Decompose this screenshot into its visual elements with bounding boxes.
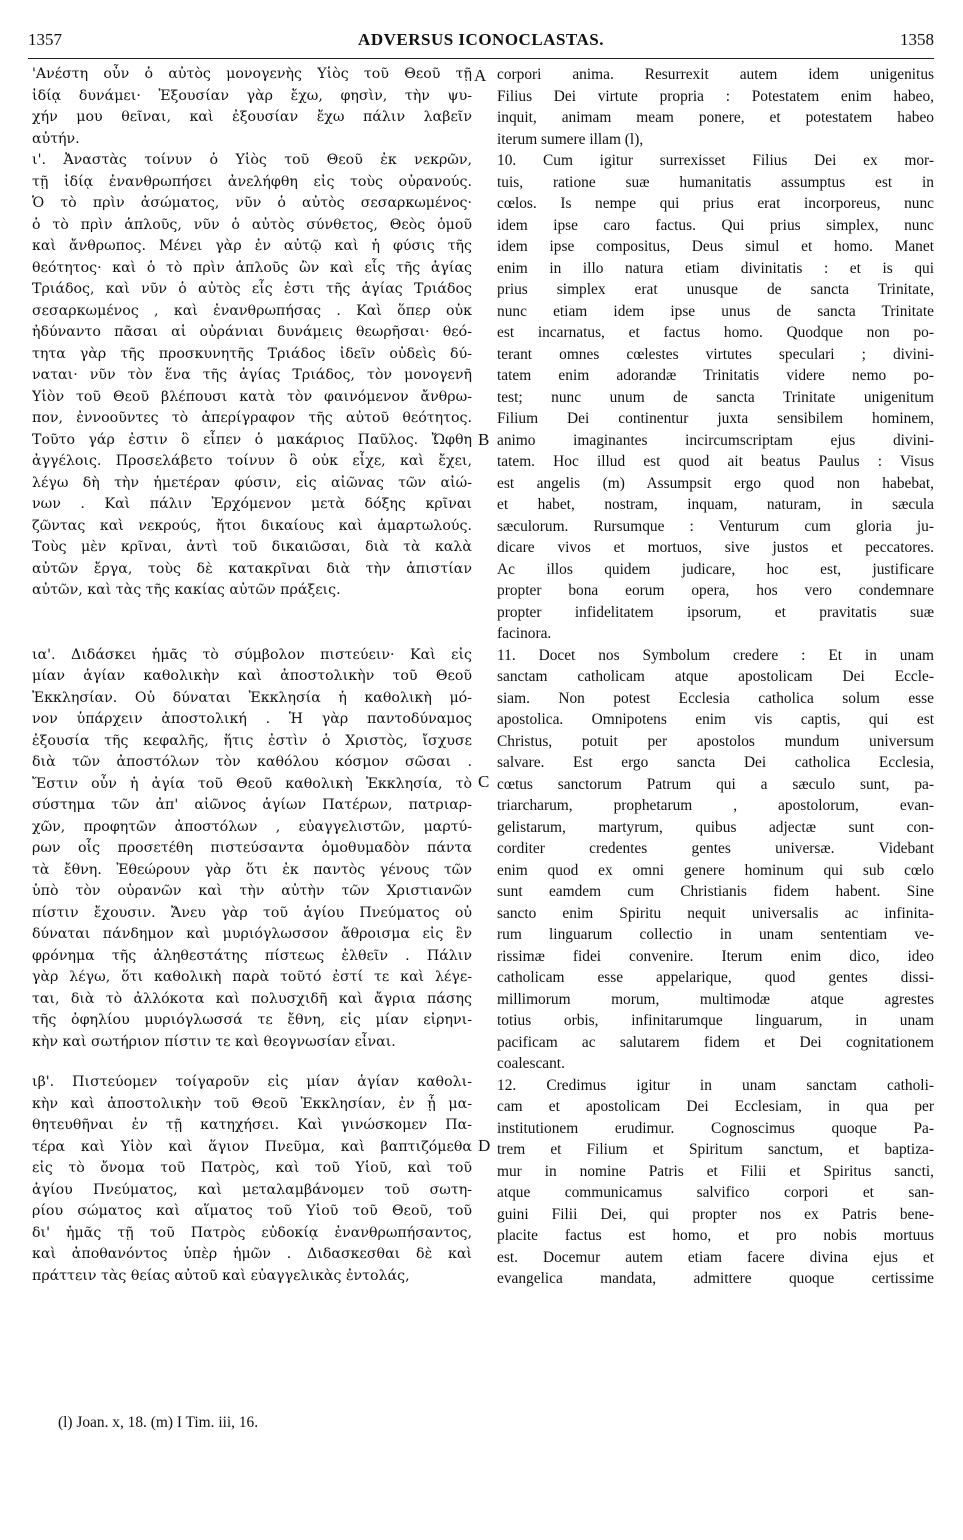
greek-text-line: μίαν ἁγίαν καθολικὴν καὶ ἀποστολικὴν τοῦ Θεοῦ — [32, 668, 472, 684]
latin-text-line: cam et apostolicam Dei Ecclesiam, in qua per — [497, 1098, 934, 1115]
latin-text-line: evangelica mandata, admittere quoque certissime — [497, 1270, 934, 1287]
greek-text-line: τὰ ἔθνη. Ἐθεώρουν γὰρ ὅτι ἐκ παντὸς γένους τῶν — [32, 861, 472, 878]
latin-text-line: corpori anima. Resurrexit autem idem unigenitus — [497, 66, 934, 83]
latin-text-line: corditer credentes gentes universæ. Videbant — [497, 840, 934, 857]
greek-text-line: εἰς τὸ ὄνομα τοῦ Πατρὸς, καὶ τοῦ Υἱοῦ, καὶ τοῦ — [32, 1160, 472, 1176]
latin-text-line: tatem. Hoc illud est quod ait beatus Paulus : Visus — [497, 453, 934, 470]
latin-text-line: coalescant. — [497, 1055, 565, 1072]
greek-text-line: διὰ τῶν ἀποστόλων τὸν καθόλου κόσμον σῶσαι . — [32, 754, 472, 770]
greek-text-line: ἐξουσία τῆς κεφαλῆς, ἥτις ἐστὶν ὁ Χριστὸς, ἴσχυσε — [32, 732, 472, 749]
latin-text-line: propter infidelitatem ipsorum, et pravitatis suæ — [497, 603, 934, 621]
latin-text-line: sunt eamdem cum Christianis fidem habent. Sine — [497, 883, 934, 900]
latin-text-line: et habet, nostram, inquam, naturam, in sæcula — [497, 496, 934, 513]
latin-text-line: siam. Non potest Ecclesia catholica solum esse — [497, 689, 934, 707]
latin-text-line: millimorum morum, multimodæ atque agrestes — [497, 990, 934, 1008]
latin-text-line: sæculorum. Rursumque : Venturum cum gloria ju- — [497, 517, 934, 535]
latin-text-line: 11. Docet nos Symbolum credere : Et in unam — [497, 646, 934, 664]
latin-text-line: trem et Filium et Spiritum sanctum, et baptiza- — [497, 1141, 934, 1158]
greek-text-line: ι'. Ἀναστὰς τοίνυν ὁ Υἱὸς τοῦ Θεοῦ ἐκ νεκρῶν, — [32, 152, 472, 168]
latin-text-line: pacificam ac salutarem fidem et Dei cognitationem — [497, 1033, 934, 1051]
greek-column — [32, 64, 472, 1287]
greek-text-line: αὐτῶν ἔργα, τοὺς δὲ κατακρῖναι διὰ τὴν ἀπιστίαν — [32, 560, 472, 577]
greek-text-line: 'Ανέστη οὖν ὁ αὐτὸς μονογενὴς Υἱὸς τοῦ Θεοῦ τῇ — [32, 66, 472, 82]
greek-text-line: γὰρ λέγω, ὅτι καθολικὴ παρὰ τοῦτό ἐστί τε καὶ λέγε- — [32, 969, 472, 985]
greek-text-line: αὐτήν. — [32, 130, 80, 147]
header-rule — [28, 58, 934, 59]
latin-text-line: idem ipse caro factus. Qui prius simplex, nunc — [497, 216, 934, 234]
latin-text-line: mur in nomine Patris et Filii et Spiritus sancti, — [497, 1162, 934, 1180]
latin-text-line: prius simplex erat unusque de sancta Trinitate, — [497, 281, 934, 298]
latin-text-line: est angelis (m) Assumpsit ergo quod non habebat, — [497, 474, 934, 492]
greek-text-line: θητευθῆναι ἐν τῇ κατηχήσει. Καὶ γινώσκομεν Πα- — [32, 1117, 472, 1133]
margin-letter-b: B — [478, 430, 490, 449]
latin-text-line: atque communicamus salvifico corpori et san- — [497, 1184, 934, 1201]
latin-text-line: guini Filii Dei, qui propter nos ex Patris bene- — [497, 1205, 934, 1223]
latin-text-line: Filium Dei continentur juxta sensibilem hominem, — [497, 410, 934, 427]
latin-text-line: idem ipse compositus, Deus simul et homo. Manet — [497, 238, 934, 255]
greek-text-line: πράττειν τὰς θείας αὐτοῦ καὶ εὐαγγελικὰς ἐντολάς, — [32, 1267, 410, 1284]
greek-text-line: ια'. Διδάσκει ἡμᾶς τὸ σύμβολον πιστεύειν· Καὶ εἰς — [32, 646, 472, 663]
greek-text-line: Τοῦτο γάρ ἐστιν ὃ εἶπεν ὁ μακάριος Παῦλος. Ὤφθη — [32, 431, 472, 448]
latin-text-line: sanctam catholicam atque apostolicam Dei Eccle- — [497, 668, 934, 685]
right-column-number: 1358 — [900, 30, 934, 49]
greek-text-line: ἁγίου Πνεύματος, καὶ μεταλαμβάνομεν τοῦ σωτη- — [32, 1181, 472, 1198]
greek-text-line: χήν μου θεῖναι, καὶ ἐξουσίαν ἔχω πάλιν λαβεῖν — [32, 109, 472, 125]
latin-text-line: dicare vivos et mortuos, sive justos et peccatores. — [497, 539, 934, 556]
greek-text-line: ἠδύναντο πᾶσαι αἱ οὐράνιαι δυνάμεις θεωρῆσαι· θεό- — [32, 324, 472, 340]
latin-text-line: enim quod ex omni genere hominum qui sub cœlo — [497, 861, 934, 879]
greek-text-line: ζῶντας καὶ νεκρούς, ἤτοι δικαίους καὶ ἁμαρτωλούς. — [32, 517, 472, 534]
latin-text-line: enim in illo natura etiam divinitatis : et is qui — [497, 259, 934, 277]
greek-text-line: δι' ἡμᾶς τῇ τοῦ Πατρὸς εὐδοκίᾳ ἐνανθρωπήσαντος, — [32, 1224, 472, 1241]
greek-text-line: νον ὑπάρχειν ἀποστολική . Ἡ γὰρ παντοδύναμος — [32, 711, 472, 727]
greek-text-line: Τριάδος, καὶ νῦν ὁ αὐτὸς εἷς ἐστι τῆς ἁγίας Τριάδος — [32, 281, 472, 297]
greek-text-line: Υἱὸν τοῦ Θεοῦ βλέπουσι κατὰ τὸν φαινόμενον ἄνθρω- — [32, 388, 472, 405]
latin-text-line: rissimæ fidei convenire. Iterum enim dico, ideo — [497, 947, 934, 965]
latin-text-line: animo imaginantes incircumscriptam ejus divini- — [497, 431, 934, 449]
latin-text-line: Ac illos quidem judicare, hoc est, justificare — [497, 560, 934, 578]
greek-text-line: αὐτῶν, καὶ τὰς τῆς κακίας αὐτῶν πράξεις. — [32, 582, 341, 598]
latin-text-line: totius orbis, infinitarumque linguarum, in unam — [497, 1012, 934, 1029]
running-title: ADVERSUS ICONOCLASTAS. — [358, 30, 604, 49]
latin-text-line: test; nunc unum de sancta Trinitate unigenitum — [497, 388, 934, 406]
latin-column — [497, 64, 934, 1290]
greek-text-line: νων . Καὶ πάλιν Ἐρχόμενον μετὰ δόξης κρῖναι — [32, 496, 472, 512]
latin-text-line: sancto enim Spiritu nequit universalis ac infinita- — [497, 904, 934, 922]
greek-text-line: λέγω δὴ τὴν ἡμετέραν φύσιν, εἰς αἰῶνας τῶν αἰώ- — [32, 474, 472, 491]
latin-text-line: tatem enim adorandæ Trinitatis videre nemo po- — [497, 367, 934, 384]
margin-letter-a: A — [474, 66, 487, 85]
greek-text-line: καὶ ἀποθανόντος ὑπὲρ ἡμῶν . Διδασκεσθαι δὲ καὶ — [32, 1246, 472, 1262]
latin-text-line: facinora. — [497, 625, 552, 642]
latin-text-line: 10. Cum igitur surrexisset Filius Dei ex mor- — [497, 152, 934, 169]
greek-text-line: κὴν καὶ ἀποστολικὴν τοῦ Θεοῦ Ἐκκλησίαν, ἐν ᾗ μα- — [32, 1095, 472, 1112]
latin-text-line: nunc etiam idem ipse unus de sancta Trinitate — [497, 302, 934, 320]
greek-text-line: ὁ τὸ πρὶν ἁπλοῦς, νῦν ὁ αὐτὸς σύνθετος, Θεὸς ὁμοῦ — [32, 216, 472, 233]
latin-text-line: inquit, animam meam ponere, et potestatem habeo — [497, 109, 934, 126]
greek-text-line: τῇ ἰδίᾳ ἐνανθρωπήσει ἀνελήφθη εἰς τοὺς οὐρανούς. — [32, 173, 472, 190]
greek-text-line: Ὁ τὸ πρὶν ἀσώματος, νῦν ὁ αὐτὸς σεσαρκωμένος· — [32, 195, 472, 211]
latin-text-line: 12. Credimus igitur in unam sanctam catholi- — [497, 1076, 934, 1094]
latin-text-line: tuis, ratione suæ humanitatis assumptus est in — [497, 173, 934, 191]
latin-text-line: gelistarum, martyrum, quibus adjectæ sunt con- — [497, 818, 934, 836]
greek-text-line: Ἔστιν οὖν ἡ ἁγία τοῦ Θεοῦ καθολικὴ Ἐκκλησία, τὸ — [32, 775, 472, 792]
greek-text-line: Τοὺς μὲν κρῖναι, ἀντὶ τοῦ δικαιῶσαι, διὰ τὰ καλὰ — [32, 539, 472, 555]
greek-text-line: ὑπὸ τὸν οὐρανῶν καὶ τὴν αὐτὴν τῶν Χριστιανῶν — [32, 883, 472, 899]
latin-text-line: rum linguarum collectio in unam sententiam ve- — [497, 926, 934, 943]
greek-text-line: ἀγγέλοις. Προσελάβετο τοίνυν ὃ οὐκ εἶχε, καὶ ἔχει, — [32, 453, 472, 469]
greek-text-line: ρίου σώματος καὶ αἵματος τοῦ Υἱοῦ τοῦ Θεοῦ, τοῦ — [32, 1203, 472, 1219]
latin-text-line: apostolica. Omnipotens enim vis captis, qui est — [497, 711, 934, 728]
greek-text-line: ται, διὰ τὸ ἀλλόκοτα καὶ πολυσχιδῆ καὶ ἄγρια πάσης — [32, 990, 472, 1007]
paragraph-gap — [32, 1053, 472, 1072]
greek-text-line: πον, ἐννοοῦντες τὸ ἀπερίγραφον τῆς αὐτοῦ θεότητος. — [32, 410, 472, 426]
paragraph-gap — [32, 602, 472, 645]
greek-text-line: ιβ'. Πιστεύομεν τοίγαροῦν εἰς μίαν ἁγίαν καθολι- — [32, 1074, 472, 1090]
latin-text-line: triarcharum, prophetarum , apostolorum, evan- — [497, 797, 934, 814]
footnote: (l) Joan. x, 18. (m) I Tim. iii, 16. — [58, 1414, 259, 1431]
greek-text-line: καὶ ἄνθρωπος. Μένει γὰρ ἐν αὐτῷ καὶ ἡ φύσις τῆς — [32, 238, 472, 254]
latin-text-line: catholicam esse appelarique, quod gentes dissi- — [497, 969, 934, 986]
greek-text-line: τέρα καὶ Υἱὸν καὶ ἅγιον Πνεῦμα, καὶ βαπτιζόμεθα — [32, 1138, 472, 1155]
greek-text-line: δύναται πάνδημον καὶ μυριόγλωσσον ἄθροισμα εἰς ἓν — [32, 926, 472, 942]
greek-text-line: κὴν καὶ σωτήριον πίστιν τε καὶ θεογνωσίαν εἶναι. — [32, 1033, 396, 1050]
latin-text-line: salvare. Est ergo sancta Dei catholica Ecclesia, — [497, 754, 934, 771]
latin-text-line: institutionem erudimur. Cognoscimus quoque Pa- — [497, 1119, 934, 1137]
page-header — [28, 30, 934, 56]
latin-text-line: Filius Dei virtute propria : Potestatem enim habeo, — [497, 87, 934, 105]
latin-text-line: cœtus sanctorum Patrum qui a sæculo sunt, pa- — [497, 775, 934, 793]
greek-text-line: πίστιν ἔχουσιν. Ἄνευ γὰρ τοῦ ἁγίου Πνεύματος οὐ — [32, 904, 472, 921]
left-column-number: 1357 — [28, 30, 62, 49]
latin-text-line: placite factus est homo, et pro nobis mortuus — [497, 1227, 934, 1244]
margin-letter-d: D — [478, 1136, 491, 1155]
latin-text-line: propter bona eorum opera, hos vero condemnare — [497, 582, 934, 599]
greek-text-line: σεσαρκωμένος , καὶ ἐνανθρωπήσας . Καὶ ὅπερ οὐκ — [32, 302, 472, 319]
latin-text-line: iterum sumere illam (l), — [497, 130, 644, 148]
margin-letter-c: C — [478, 772, 490, 791]
greek-text-line: φρόνημα τῆς ἀληθεστάτης πίστεως ἐλθεῖν . Πάλιν — [32, 947, 472, 964]
greek-text-line: τητα γὰρ τῆς προσκυνητῆς Τριάδος ἰδεῖν οὐδεὶς δύ- — [32, 345, 472, 362]
latin-text-line: cœlos. Is nempe qui prius erat incorporeus, nunc — [497, 195, 934, 212]
greek-text-line: ἰδίᾳ δυνάμει· Ἐξουσίαν γὰρ ἔχω, φησὶν, τὴν ψυ- — [32, 87, 472, 104]
greek-text-line: σύστημα τῶν ἀπ' αἰῶνος ἁγίων Πατέρων, πατριαρ- — [32, 797, 472, 813]
latin-text-line: terant omnes cœlestes virtutes speculari ; divini- — [497, 345, 934, 363]
latin-text-line: Christus, potuit per apostolos mundum universum — [497, 732, 934, 750]
latin-text-line: est incarnatus, et factus homo. Quodque non po- — [497, 324, 934, 341]
greek-text-line: θεότητος· καὶ ὁ τὸ πρὶν ἁπλοῦς ὢν καὶ εἷς τῆς ἁγίας — [32, 259, 472, 276]
greek-text-line: ναται· νῦν τὸν ἕνα τῆς ἁγίας Τριάδος, τὸν μονογενῆ — [32, 367, 472, 383]
latin-text-line: est. Docemur autem etiam facere divina ejus et — [497, 1248, 934, 1266]
greek-text-line: χῶν, προφητῶν ἀποστόλων , εὐαγγελιστῶν, μαρτύ- — [32, 818, 472, 835]
greek-text-line: τῆς ὀφηλίου μυριόγλωσσά τε ἔθνη, εἰς μίαν εἰρηνι- — [32, 1012, 472, 1028]
greek-text-line: Ἐκκλησίαν. Οὐ δύναται Ἐκκλησία ἡ καθολικὴ μό- — [32, 689, 472, 706]
greek-text-line: ρων οἷς προσετέθη πιστεύσαντα ὁμοθυμαδὸν πάντα — [32, 840, 472, 856]
